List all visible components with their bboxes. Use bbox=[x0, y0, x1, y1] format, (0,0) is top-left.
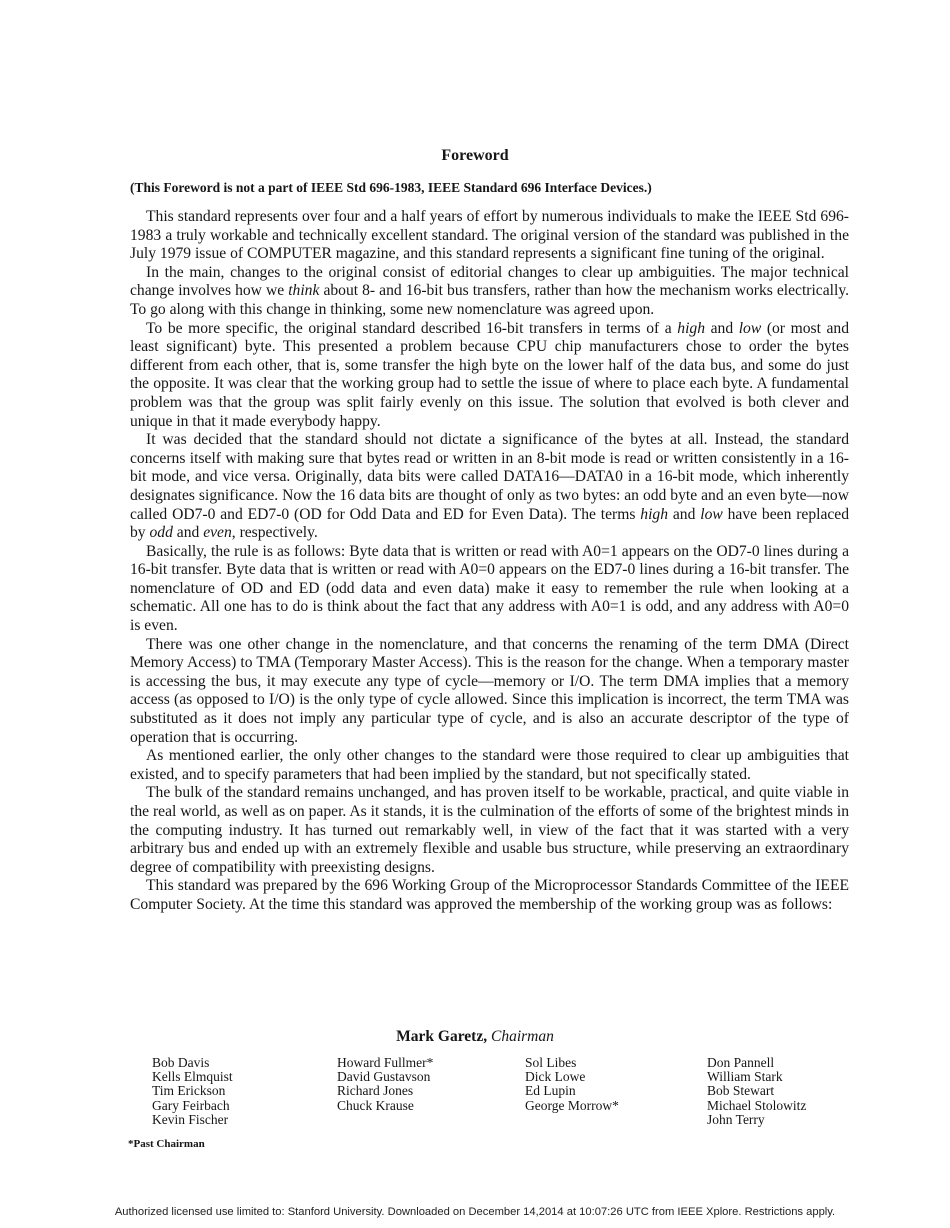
text-run: Basically, the rule is as follows: Byte data that is written or read with A0=1 appears on the OD7-0 lines during a 16-bit transfer. Byte data that is written or read with A0=0 appears on the ED7-0 lines during a 16-bit transfer. The nomenclature of OD and ED (odd data and even data) make it easy to remember the rule when looking at a schematic. All one has to do is think about the fact that any address with A0=1 is odd, and any address with A0=0 is even. bbox=[130, 542, 849, 635]
chairman-name: Mark Garetz, bbox=[396, 1028, 488, 1045]
members-column-3 bbox=[525, 1056, 619, 1113]
text-run: and bbox=[172, 524, 204, 542]
italic-term: odd bbox=[149, 524, 173, 542]
paragraph bbox=[130, 543, 849, 636]
text-run: To be more specific, the original standard described 16-bit transfers in terms of a bbox=[146, 319, 678, 337]
member-name: Bob Stewart bbox=[707, 1083, 775, 1099]
member-name: Bob Davis bbox=[152, 1055, 210, 1070]
text-run: , respectively. bbox=[231, 524, 318, 542]
footnote: *Past Chairman bbox=[128, 1138, 205, 1150]
paragraph bbox=[130, 784, 849, 877]
member-name: Kells Elmquist bbox=[152, 1069, 233, 1085]
member-name: Dick Lowe bbox=[525, 1069, 586, 1085]
members-column-2 bbox=[337, 1056, 433, 1113]
page-title: Foreword bbox=[441, 147, 509, 164]
text-run: and bbox=[705, 319, 739, 337]
italic-term: think bbox=[288, 282, 320, 300]
foreword-note: (This Foreword is not a part of IEEE Std 696-1983, IEEE Standard 696 Interface Devices.) bbox=[130, 180, 652, 195]
member-name: John Terry bbox=[707, 1111, 765, 1127]
italic-term: high bbox=[677, 319, 706, 337]
text-run: (or most and least significant) byte. This presented a problem because CPU chip manufacturers chose to order the bytes different from each other, that is, some transfer the high byte on the lower half of the data bus, and some do just the opposite. It was clear that the working group had to settle the issue of where to place each byte. A fundamental problem was that the group was split fairly evenly on this issue. The solution that evolved is both clever and unique in that it made everybody happy. bbox=[130, 319, 850, 430]
member-name: Chuck Krause bbox=[337, 1097, 414, 1113]
members-column-1 bbox=[152, 1056, 233, 1127]
paragraph bbox=[130, 264, 849, 320]
text-run: This standard represents over four and a half years of effort by numerous individuals to make the IEEE Std 696-1983 a truly workable and technically excellent standard. The original version of the standard was published in the July 1979 issue of COMPUTER magazine, and this standard represents a significant fine tuning of the original. bbox=[130, 208, 849, 263]
text-run: have been replaced by bbox=[130, 505, 850, 542]
member-name: David Gustavson bbox=[337, 1069, 431, 1085]
member-name: Kevin Fischer bbox=[152, 1111, 229, 1127]
member-name: Tim Erickson bbox=[152, 1083, 226, 1099]
text-run: There was one other change in the nomenclature, and that concerns the renaming of the term DMA (Direct Memory Access) to TMA (Temporary Master Access). This is the reason for the change. When a temporary master is accessing the bus, it may execute any type of cycle—memory or I/O. The term DMA implies that a memory access (as opposed to I/O) is the only type of cycle allowed. Since this implication is incorrect, the term TMA was substituted as it does not imply any particular type of cycle, and is also an accurate descriptor of the type of operation that is occurring. bbox=[130, 635, 849, 746]
text-run: and bbox=[668, 505, 701, 523]
member-name: Richard Jones bbox=[337, 1083, 414, 1099]
text-run: As mentioned earlier, the only other changes to the standard were those required to clear up ambiguities that existed, and to specify parameters that had been implied by the standard, but not specifically stated. bbox=[130, 747, 849, 783]
member-name: Don Pannell bbox=[707, 1055, 775, 1070]
chairman-line bbox=[0, 1028, 950, 1046]
paragraph bbox=[130, 320, 849, 432]
italic-term: even bbox=[203, 524, 232, 542]
member-name: George Morrow* bbox=[525, 1097, 619, 1113]
paragraph bbox=[130, 208, 849, 264]
member-name: Howard Fullmer* bbox=[337, 1055, 434, 1070]
member-name: Ed Lupin bbox=[525, 1083, 576, 1099]
paragraph bbox=[130, 431, 849, 543]
paragraph bbox=[130, 636, 849, 748]
text-run: It was decided that the standard should not dictate a significance of the bytes at all. Instead, the standard concerns itself with making sure that bytes read or written in an 8-bit mode is read or written consistently in a 16-bit mode, and vice versa. Originally, data bits were called DATA16—DATA0 in a 16-bit mode, which inherently designates significance. Now the 16 data bits are thought of only as two bytes: an odd byte and an even byte—now called OD7-0 and ED7-0 (OD for Odd Data and ED for Even Data). The terms bbox=[130, 431, 849, 523]
text-run: This standard was prepared by the 696 Working Group of the Microprocessor Standards Committee of the IEEE Computer Society. At the time this standard was approved the membership of the working group was as follows: bbox=[130, 877, 849, 913]
text-run: about 8- and 16-bit bus transfers, rather than how the mechanism works electrically. To go along with this change in thinking, some new nomenclature was agreed upon. bbox=[130, 282, 849, 318]
member-name: William Stark bbox=[707, 1069, 783, 1085]
paragraph bbox=[130, 747, 849, 784]
member-name: Gary Feirbach bbox=[152, 1097, 230, 1113]
text-run: The bulk of the standard remains unchanged, and has proven itself to be workable, practical, and quite viable in the real world, as well as on paper. As it stands, it is the culmination of the efforts of some of the brightest minds in the computing industry. It has turned out remarkably well, in view of the fact that it was started with a very arbitrary bus and ended up with an extremely flexible and usable bus structure, while preserving an extraordinary degree of compatibility with preexisting designs. bbox=[130, 784, 849, 876]
member-name: Sol Libes bbox=[525, 1055, 577, 1070]
italic-term: low bbox=[700, 505, 723, 523]
foreword-body bbox=[130, 208, 849, 915]
member-name: Michael Stolowitz bbox=[707, 1097, 807, 1113]
license-footer: Authorized licensed use limited to: Stanford University. Downloaded on December 14,2014 at 10:07:26 UTC from IEEE Xplore. Restrictions apply. bbox=[114, 1206, 836, 1218]
italic-term: low bbox=[738, 319, 762, 337]
italic-term: high bbox=[640, 505, 669, 523]
text-run: In the main, changes to the original consist of editorial changes to clear up ambiguities. The major technical change involves how we bbox=[130, 263, 849, 300]
members-column-4 bbox=[707, 1056, 806, 1127]
chairman-role: Chairman bbox=[490, 1028, 554, 1045]
paragraph bbox=[130, 877, 849, 914]
